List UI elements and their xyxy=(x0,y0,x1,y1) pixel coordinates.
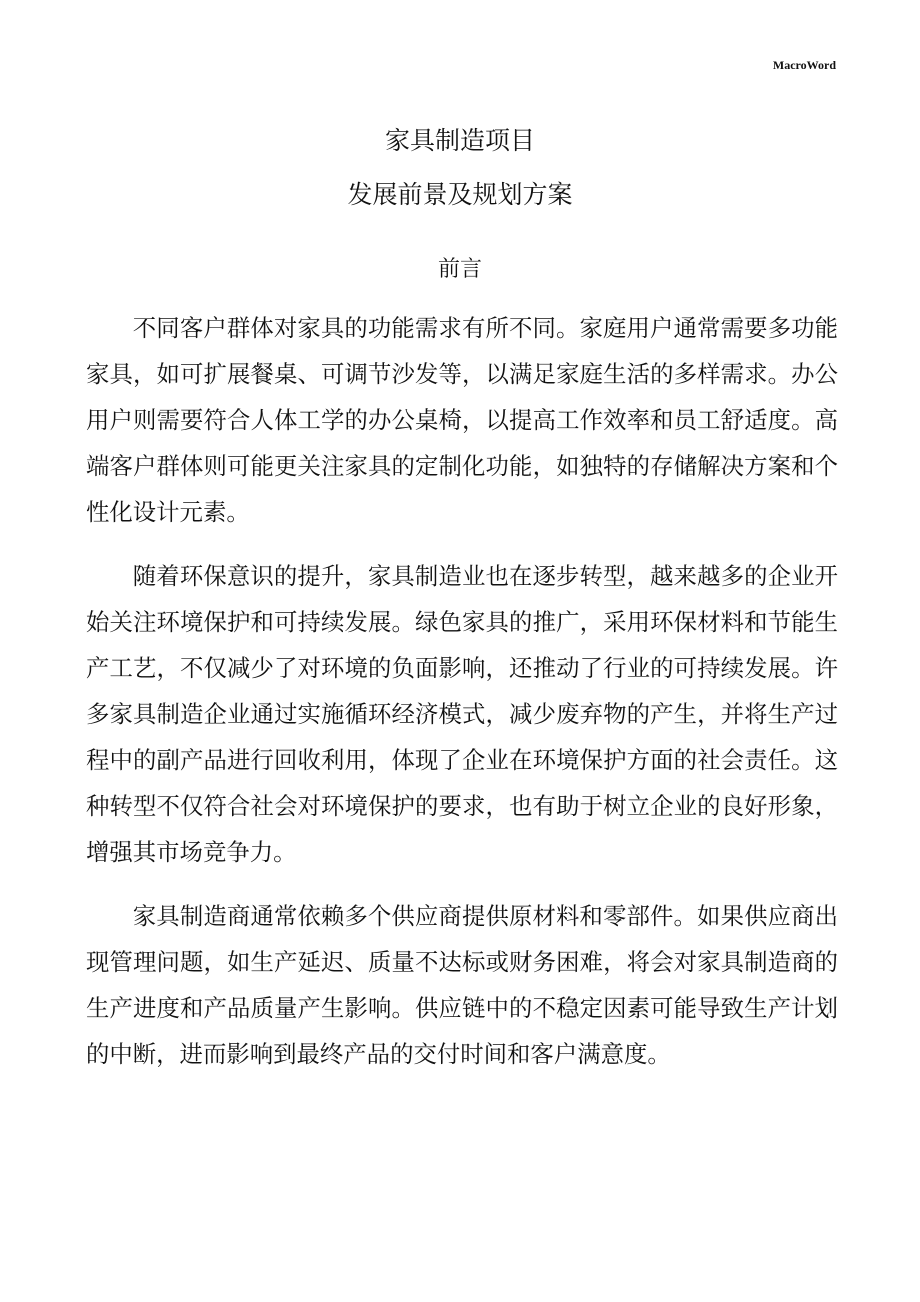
paragraph-3: 家具制造商通常依赖多个供应商提供原材料和零部件。如果供应商出现管理问题，如生产延迟、质量不达标或财务困难，将会对家具制造商的生产进度和产品质量产生影响。供应链中的不稳定因素可能导致生产计划的中断，进而影响到最终产品的交付时间和客户满意度。 xyxy=(86,902,838,1068)
paragraph-1: 不同客户群体对家具的功能需求有所不同。家庭用户通常需要多功能家具，如可扩展餐桌、可调节沙发等，以满足家庭生活的多样需求。办公用户则需要符合人体工学的办公桌椅，以提高工作效率和员工舒适度。高端客户群体则可能更关注家具的定制化功能，如独特的存储解决方案和个性化设计元素。 xyxy=(86,314,838,526)
document-title xyxy=(0,114,920,222)
paragraph-2: 随着环保意识的提升，家具制造业也在逐步转型，越来越多的企业开始关注环境保护和可持续发展。绿色家具的推广，采用环保材料和节能生产工艺，不仅减少了对环境的负面影响，还推动了行业的可持续发展。许多家具制造企业通过实施循环经济模式，减少废弃物的产生，并将生产过程中的副产品进行回收利用，体现了企业在环境保护方面的社会责任。这种转型不仅符合社会对环境保护的要求，也有助于树立企业的良好形象，增强其市场竞争力。 xyxy=(86,562,838,866)
title-line-1: 家具制造项目 xyxy=(384,126,535,155)
title-line-2: 发展前景及规划方案 xyxy=(347,180,573,209)
header-brand: MacroWord xyxy=(772,58,836,72)
preface-body xyxy=(86,305,838,1095)
preface-heading: 前言 xyxy=(437,257,482,282)
